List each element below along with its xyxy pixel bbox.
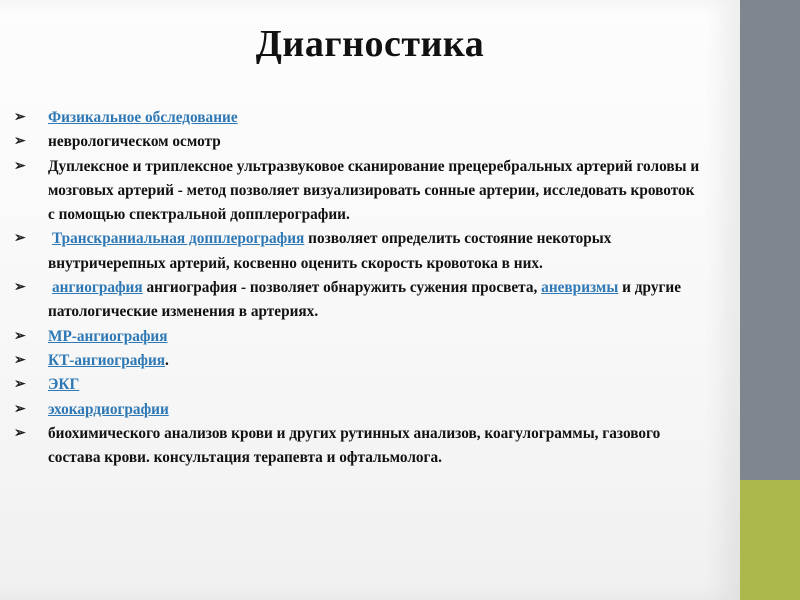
list-item — [14, 422, 704, 471]
list-item — [14, 325, 704, 349]
list-item-text: позволяет определить состояние некоторых внутричерепных артерий, косвенно оценить скорость кровотока в них. — [48, 230, 612, 272]
list-item — [14, 106, 704, 130]
ct-angiography-link[interactable]: КТ-ангиография — [48, 351, 166, 369]
list-item — [14, 373, 704, 397]
list-item — [14, 349, 704, 373]
list-item-text: и другие патологические изменения в артериях. — [48, 279, 682, 321]
arrow-bullet-icon: ➢ — [14, 280, 26, 296]
arrow-bullet-icon: ➢ — [14, 231, 26, 247]
arrow-bullet-icon: ➢ — [14, 352, 26, 368]
arrow-bullet-icon: ➢ — [14, 158, 26, 174]
list-item — [14, 155, 704, 228]
bullet-list — [14, 106, 704, 470]
arrow-bullet-icon: ➢ — [14, 425, 26, 441]
slide-title: Диагностика — [255, 23, 485, 65]
physical-exam-link[interactable]: Физикальное обследование — [48, 109, 238, 126]
list-item-text: биохимического анализов крови и других рутинных анализов, коагулограммы, газового состава крови. консультация терапевта и офтальмолога. — [48, 424, 661, 467]
list-item — [14, 398, 704, 422]
echocardiography-link[interactable]: эхокардиографии — [48, 400, 169, 418]
list-item — [14, 227, 704, 276]
mr-angiography-link[interactable]: МР-ангиография — [48, 327, 168, 345]
angiography-link[interactable]: ангиография — [52, 279, 143, 297]
transcranial-doppler-link[interactable]: Транскраниальная допплерография — [52, 230, 305, 248]
list-item-text: ангиография - позволяет обнаружить сужения просвета, — [142, 279, 542, 297]
arrow-bullet-icon: ➢ — [14, 134, 26, 150]
arrow-bullet-icon: ➢ — [14, 401, 26, 417]
arrow-bullet-icon: ➢ — [14, 377, 26, 393]
list-item-text: Дуплексное и триплексное ультразвуковое сканирование прецеребральных артерий головы и мозговых артерий - метод позволяет визуализировать сонные артерии, исследовать кровоток с помощью спектральной допплерографии. — [48, 157, 700, 224]
arrow-bullet-icon: ➢ — [14, 328, 26, 344]
ecg-link[interactable]: ЭКГ — [48, 376, 80, 394]
list-item — [14, 130, 704, 154]
side-decor-accent — [740, 480, 800, 600]
list-item-text: неврологическом осмотр — [48, 133, 221, 151]
list-item — [14, 276, 704, 325]
list-item-text: . — [165, 351, 169, 369]
aneurysm-link[interactable]: аневризмы — [541, 279, 619, 297]
arrow-bullet-icon: ➢ — [14, 110, 26, 125]
